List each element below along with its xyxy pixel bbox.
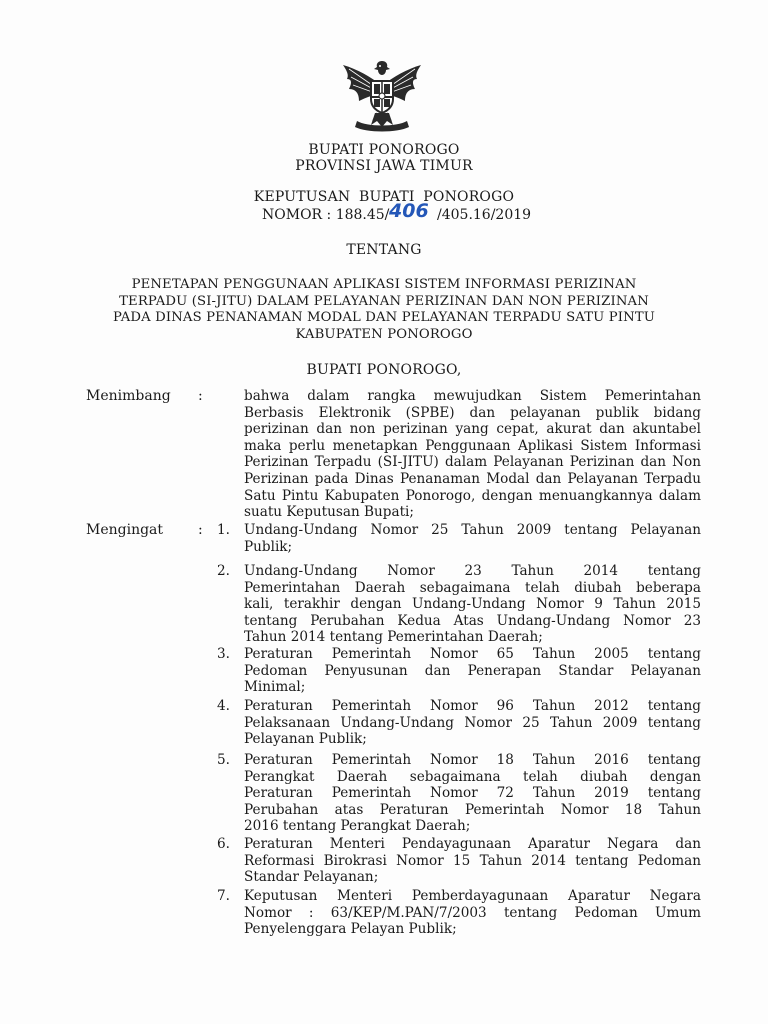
paragraph-line: perizinan dan non perizinan yang cepat, akurat dan akuntabel xyxy=(244,421,701,438)
menimbang-paragraph xyxy=(244,388,701,521)
item-line: Pelaksanaan Undang-Undang Nomor 25 Tahun 2009 tentang xyxy=(244,714,701,731)
decree-title: KEPUTUSAN BUPATI PONOROGO xyxy=(253,189,515,205)
item-line: Penyelenggara Pelayan Publik; xyxy=(244,921,457,938)
item-line: kali, terakhir dengan Undang-Undang Nomor 9 Tahun 2015 xyxy=(244,596,701,613)
item-number: 6. xyxy=(217,836,230,852)
decree-number-suffix: /405.16/2019 xyxy=(437,207,532,223)
item-number: 1. xyxy=(217,522,230,538)
garuda-emblem-icon xyxy=(337,55,427,135)
menimbang-colon: : xyxy=(198,388,203,404)
item-line: Pemerintahan Daerah sebagaimana telah diubah beberapa xyxy=(244,579,701,596)
province-heading: PROVINSI JAWA TIMUR xyxy=(295,158,473,174)
item-line: Peraturan Pemerintah Nomor 96 Tahun 2012 tentang xyxy=(244,698,701,714)
handwritten-number: 406 xyxy=(389,200,429,222)
paragraph-line: suatu Keputusan Bupati; xyxy=(244,504,414,521)
mengingat-colon: : xyxy=(198,522,203,538)
item-line: Peraturan Pemerintah Nomor 72 Tahun 2019 tentang xyxy=(244,785,701,802)
menimbang-label: Menimbang xyxy=(86,388,171,404)
item-line: tentang Perubahan Kedua Atas Undang-Undang Nomor 23 xyxy=(244,612,701,629)
paragraph-line: Perizinan Terpadu (SI-JITU) dalam Pelayanan Perizinan dan Non xyxy=(244,454,701,471)
paragraph-line: maka perlu menetapkan Penggunaan Aplikasi Sistem Informasi xyxy=(244,437,701,454)
item-line: Peraturan Pemerintah Nomor 18 Tahun 2016 tentang xyxy=(244,752,701,768)
paragraph-line: Berbasis Elektronik (SPBE) dan pelayanan publik bidang xyxy=(244,404,701,421)
item-line: Pelayanan Publik; xyxy=(244,731,367,748)
item-line: Peraturan Pemerintah Nomor 65 Tahun 2005 tentang xyxy=(244,646,701,662)
item-number: 3. xyxy=(217,646,230,662)
item-line: Standar Pelayanan; xyxy=(244,869,379,886)
subject-line: TERPADU (SI-JITU) DALAM PELAYANAN PERIZINAN DAN NON PERIZINAN xyxy=(119,293,649,309)
item-line: Minimal; xyxy=(244,679,306,696)
issuer-heading: BUPATI PONOROGO, xyxy=(306,362,462,378)
subject-line: PADA DINAS PENANAMAN MODAL DAN PELAYANAN TERPADU SATU PINTU xyxy=(112,310,656,325)
item-line: Tahun 2014 tentang Pemerintahan Daerah; xyxy=(244,629,543,646)
item-number: 5. xyxy=(217,752,230,768)
paragraph-line: Perizinan pada Dinas Penanaman Modal dan Pelayanan Terpadu xyxy=(244,470,701,487)
about-heading: TENTANG xyxy=(346,242,422,258)
paragraph-line: Satu Pintu Kabupaten Ponorogo, dengan menuangkannya dalam xyxy=(244,487,701,504)
decree-subject xyxy=(90,277,678,343)
item-number: 2. xyxy=(217,563,230,579)
item-line: Peraturan Menteri Pendayagunaan Aparatur Negara dan xyxy=(244,836,701,852)
decree-number-prefix: NOMOR : 188.45/ xyxy=(262,207,390,223)
item-line: Undang-Undang Nomor 25 Tahun 2009 tentang Pelayanan xyxy=(244,522,701,538)
item-line: Perangkat Daerah sebagaimana telah diubah dengan xyxy=(244,768,701,785)
office-heading: BUPATI PONOROGO xyxy=(308,142,460,158)
subject-line: PENETAPAN PENGGUNAAN APLIKASI SISTEM INFORMASI PERIZINAN xyxy=(131,277,637,292)
item-number: 7. xyxy=(217,888,230,904)
paragraph-line: bahwa dalam rangka mewujudkan Sistem Pemerintahan xyxy=(244,388,701,404)
item-line: Keputusan Menteri Pemberdayagunaan Aparatur Negara xyxy=(244,888,701,904)
item-number: 4. xyxy=(217,698,230,714)
mengingat-label: Mengingat xyxy=(86,522,164,538)
item-line: Nomor : 63/KEP/M.PAN/7/2003 tentang Pedoman Umum xyxy=(244,904,701,921)
item-line: Perubahan atas Peraturan Pemerintah Nomor 18 Tahun xyxy=(244,801,701,818)
item-line: Pedoman Penyusunan dan Penerapan Standar Pelayanan xyxy=(244,662,701,679)
item-line: Reformasi Birokrasi Nomor 15 Tahun 2014 tentang Pedoman xyxy=(244,852,701,869)
item-line: 2016 tentang Perangkat Daerah; xyxy=(244,818,471,835)
subject-line: KABUPATEN PONOROGO xyxy=(295,326,473,342)
item-line: Undang-Undang Nomor 23 Tahun 2014 tentang xyxy=(244,563,701,579)
item-line: Publik; xyxy=(244,538,293,555)
